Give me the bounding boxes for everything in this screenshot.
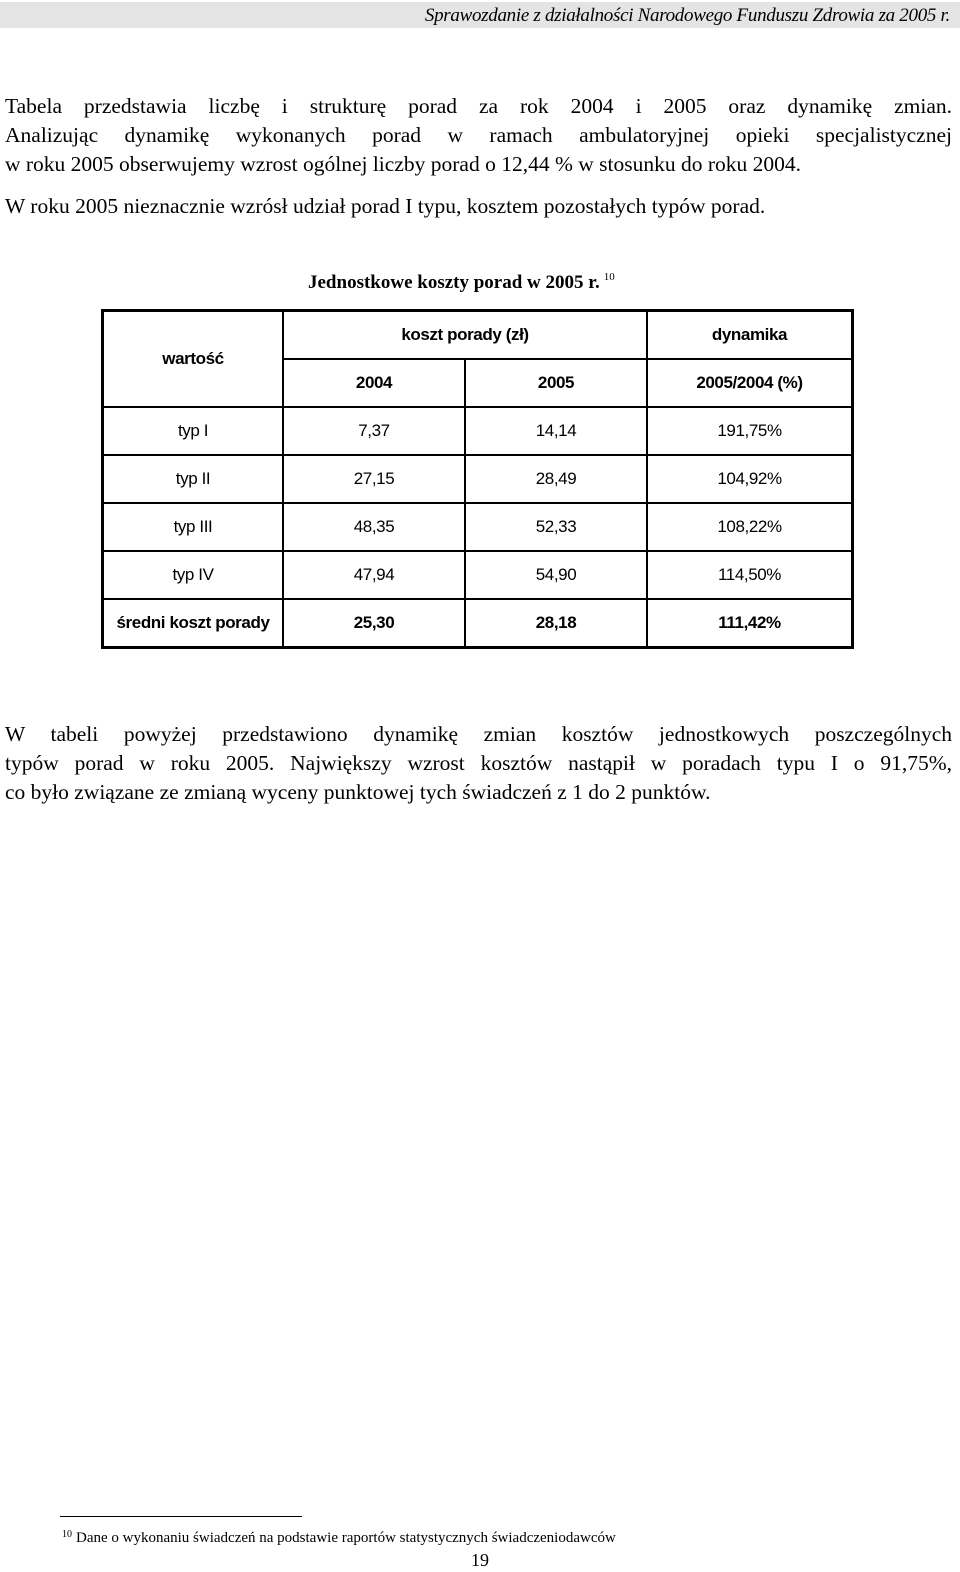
text-line: w roku 2005 obserwujemy wzrost ogólnej liczby porad o 12,44 % w stosunku do roku 2004. [5, 152, 801, 176]
cell: 47,94 [283, 551, 465, 599]
cell: 27,15 [283, 455, 465, 503]
text-line: W tabeli powyżej przedstawiono dynamikę zmian kosztów jednostkowych poszczególnych [5, 722, 952, 746]
cell: 25,30 [283, 599, 465, 648]
header-cell: 2004 [283, 359, 465, 407]
cell: 48,35 [283, 503, 465, 551]
cell: 111,42% [647, 599, 853, 648]
row-label: średni koszt porady [103, 599, 284, 648]
row-label: typ II [103, 455, 284, 503]
footnote-number: 10 [62, 1529, 72, 1540]
cell: 114,50% [647, 551, 853, 599]
footnote-text: Dane o wykonaniu świadczeń na podstawie raportów statystycznych świadczeniodawców [76, 1530, 616, 1546]
cell: 52,33 [465, 503, 647, 551]
cell: 7,37 [283, 407, 465, 455]
text-line: W roku 2005 nieznacznie wzrósł udział porad I typu, kosztem pozostałych typów porad. [5, 194, 766, 218]
header-title: Sprawozdanie z działalności Narodowego Funduszu Zdrowia za 2005 r. [424, 5, 950, 26]
header-cell: wartość [103, 311, 284, 408]
text-line: Analizując dynamikę wykonanych porad w ramach ambulatoryjnej opieki specjalistycznej [5, 123, 952, 147]
cell: 14,14 [465, 407, 647, 455]
header-cell: 2005 [465, 359, 647, 407]
running-header [0, 2, 960, 28]
cell: 108,22% [647, 503, 853, 551]
table-row [103, 551, 853, 599]
header-row [103, 311, 853, 360]
intro-paragraph [5, 92, 952, 179]
table-row [103, 503, 853, 551]
summary-paragraph [5, 720, 952, 807]
row-label: typ IV [103, 551, 284, 599]
cell: 104,92% [647, 455, 853, 503]
row-label: typ III [103, 503, 284, 551]
unit-costs-table [101, 309, 854, 649]
table-caption [308, 271, 615, 294]
page-number: 19 [471, 1550, 489, 1570]
footnote-divider [60, 1516, 302, 1517]
footnote [62, 1529, 616, 1547]
text-line: co było związane ze zmianą wyceny punktowej tych świadczeń z 1 do 2 punktów. [5, 780, 711, 804]
header-cell: dynamika [647, 311, 853, 360]
text-line: Tabela przedstawia liczbę i strukturę porad za rok 2004 i 2005 oraz dynamikę zmian. [5, 94, 952, 118]
header-cell: koszt porady (zł) [283, 311, 647, 360]
cell: 54,90 [465, 551, 647, 599]
cell: 28,49 [465, 455, 647, 503]
row-label: typ I [103, 407, 284, 455]
table-row [103, 455, 853, 503]
header-cell: 2005/2004 (%) [647, 359, 853, 407]
cell: 191,75% [647, 407, 853, 455]
text-line: typów porad w roku 2005. Największy wzrost kosztów nastąpił w poradach typu I o 91,75%, [5, 751, 952, 775]
intro-paragraph-2 [5, 192, 952, 221]
cell: 28,18 [465, 599, 647, 648]
footnote-ref: 10 [603, 271, 615, 283]
total-row [103, 599, 853, 648]
caption-text: Jednostkowe koszty porad w 2005 r. [308, 272, 600, 293]
table-row [103, 407, 853, 455]
